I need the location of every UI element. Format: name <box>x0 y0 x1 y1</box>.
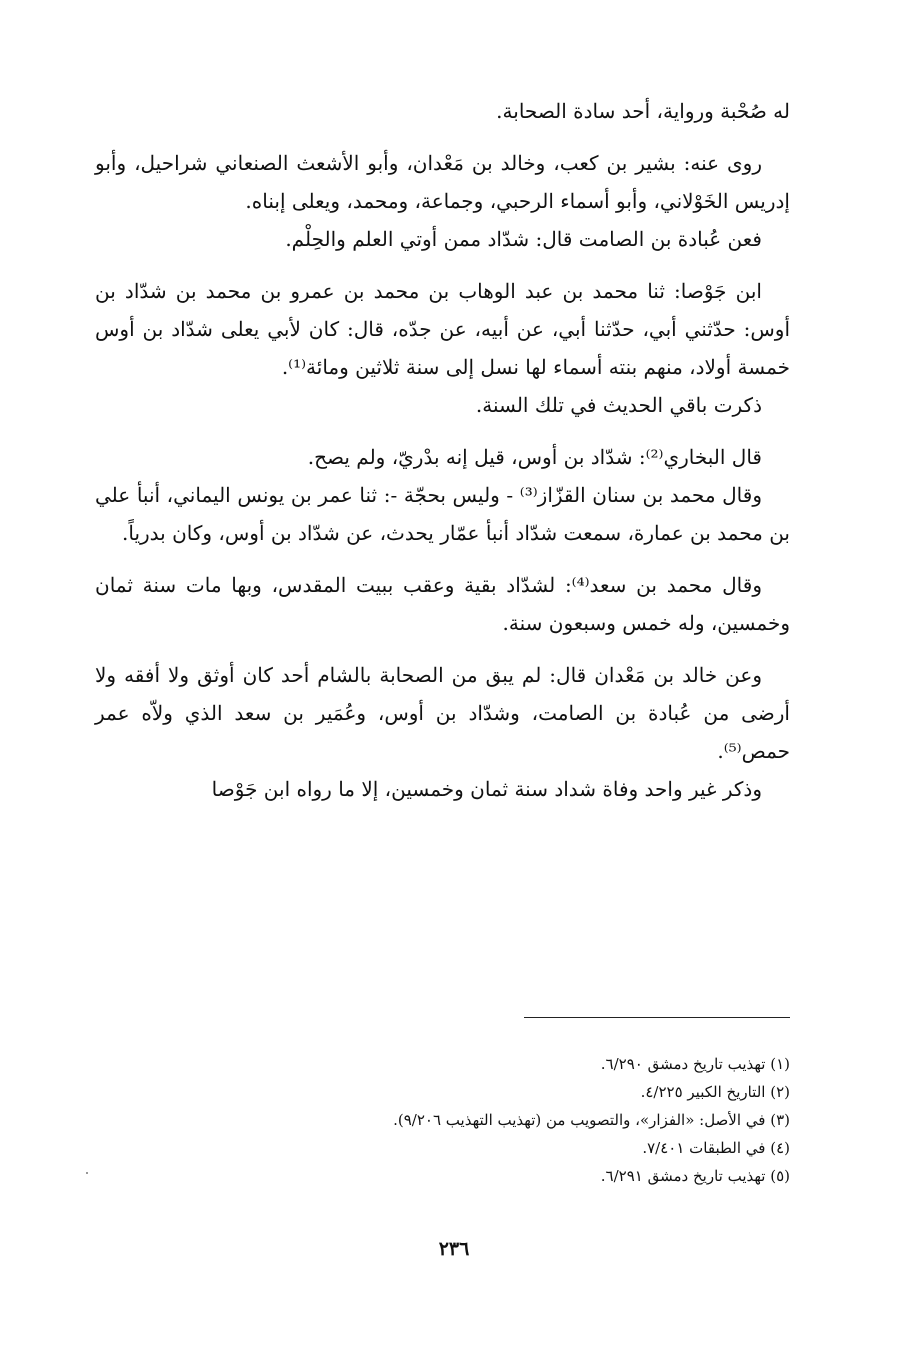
paragraph-1: له صُحْبة ورواية، أحد سادة الصحابة. <box>496 99 790 123</box>
scan-speck <box>86 1172 88 1174</box>
footnote-1: (١) تهذيب تاريخ دمشق ٦/٢٩٠. <box>600 1055 790 1073</box>
paragraph-3: فعن عُبادة بن الصامت قال: شدّاد ممن أوتي العلم والحِلْم. <box>285 227 762 251</box>
paragraph-9: وعن خالد بن مَعْدان قال: لم يبق من الصحابة بالشام أحد كان أوثق ولا أفقه ولا أرضى من عُبادة بن الصامت، وشدّاد بن أوس، وعُمَير بن سعد الذي ولاّه عمر حمص⁽⁵⁾. <box>95 663 790 763</box>
footnote-3: (٣) في الأصل: «الفزار»، والتصويب من (تهذيب التهذيب ٩/٢٠٦). <box>393 1111 790 1129</box>
footnote-5: (٥) تهذيب تاريخ دمشق ٦/٢٩١. <box>600 1167 790 1185</box>
footnote-4: (٤) في الطبقات ٧/٤٠١. <box>642 1139 790 1157</box>
footnotes <box>200 1050 790 1190</box>
footnote-divider <box>524 1017 790 1018</box>
paragraph-5: ذكرت باقي الحديث في تلك السنة. <box>475 393 762 417</box>
paragraph-4: ابن جَوْصا: ثنا محمد بن عبد الوهاب بن محمد بن عمرو بن محمد بن شدّاد بن أوس: حدّثني أبي، حدّثنا أبي، عن أبيه، عن جدّه، قال: كان لأبي يعلى شدّاد بن أوس خمسة أولاد، منهم بنته أسماء لها نسل إلى سنة ثلاثين ومائة⁽¹⁾. <box>95 279 790 379</box>
paragraph-8: وقال محمد بن سعد⁽⁴⁾: لشدّاد بقية وعقب ببيت المقدس، وبها مات سنة ثمان وخمسين، وله خمس وسبعون سنة. <box>95 573 790 635</box>
footnote-2: (٢) التاريخ الكبير ٤/٢٢٥. <box>640 1083 790 1101</box>
paragraph-10: وذكر غير واحد وفاة شداد سنة ثمان وخمسين، إلا ما رواه ابن جَوْصا <box>211 777 762 801</box>
paragraph-6: قال البخاري⁽²⁾: شدّاد بن أوس، قيل إنه بدْريّ، ولم يصح. <box>307 445 762 469</box>
main-text <box>95 92 790 808</box>
paragraph-7: وقال محمد بن سنان القزّاز⁽³⁾ - وليس بحجّة -: ثنا عمر بن يونس اليماني، أنبأ علي بن محمد بن عمارة، سمعت شدّاد أنبأ عمّار يحدث، عن شدّاد بن أوس، وكان بدرياً. <box>95 483 790 545</box>
paragraph-2: روى عنه: بشير بن كعب، وخالد بن مَعْدان، وأبو الأشعث الصنعاني شراحيل، وأبو إدريس الخَوْلاني، وأبو أسماء الرحبي، وجماعة، ومحمد، ويعلى إبناه. <box>95 151 790 213</box>
page-number: ٢٣٦ <box>438 1238 470 1260</box>
